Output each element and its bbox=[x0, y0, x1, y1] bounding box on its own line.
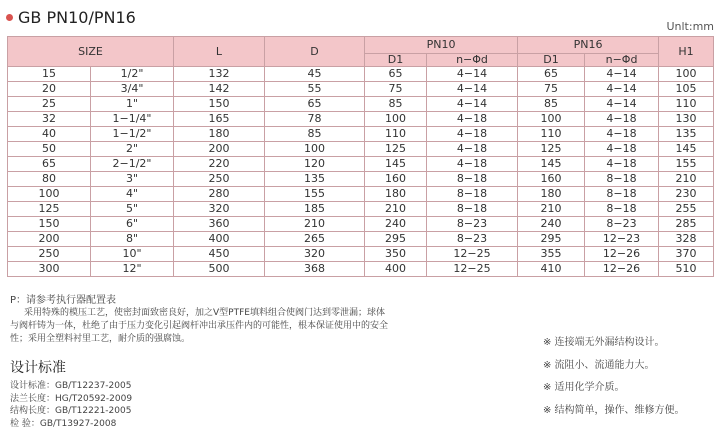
cell-diameter-d: 55 bbox=[265, 82, 365, 97]
spec-table-body bbox=[8, 67, 714, 277]
cell-pn10-d1: 400 bbox=[365, 262, 427, 277]
cell-dn: 15 bbox=[8, 67, 91, 82]
table-row bbox=[8, 187, 714, 202]
cell-pn16-d1: 355 bbox=[518, 247, 585, 262]
cell-dn: 50 bbox=[8, 142, 91, 157]
cell-height-h1: 255 bbox=[659, 202, 714, 217]
description-text: 采用特殊的模压工艺，使密封面致密良好，加之V型PTFE填料组合使阀门达到零泄漏；球体与阀杆铸为一体，杜绝了由于压力变化引起阀杆冲出承压件内的可能性，根本保证使用中的安全性；采用全塑料衬里工艺，耐介质的强腐蚀。 bbox=[10, 308, 389, 344]
table-row bbox=[8, 157, 714, 172]
spec-table bbox=[7, 36, 714, 277]
cell-diameter-d: 135 bbox=[265, 172, 365, 187]
cell-pn10-n-phi-d: 4−18 bbox=[427, 112, 518, 127]
cell-pn10-n-phi-d: 8−18 bbox=[427, 202, 518, 217]
cell-height-h1: 145 bbox=[659, 142, 714, 157]
description-paragraph bbox=[10, 307, 390, 346]
cell-pn10-d1: 350 bbox=[365, 247, 427, 262]
cell-diameter-d: 265 bbox=[265, 232, 365, 247]
cell-length-l: 250 bbox=[174, 172, 265, 187]
cell-pn10-n-phi-d: 8−18 bbox=[427, 187, 518, 202]
cell-length-l: 132 bbox=[174, 67, 265, 82]
cell-inch-size: 5" bbox=[91, 202, 174, 217]
cell-dn: 125 bbox=[8, 202, 91, 217]
actuator-note: P：请参考执行器配置表 bbox=[10, 295, 117, 306]
cell-pn16-n-phi-d: 8−18 bbox=[585, 202, 659, 217]
header-h1: H1 bbox=[659, 37, 714, 67]
cell-pn10-n-phi-d: 4−14 bbox=[427, 97, 518, 112]
cell-height-h1: 105 bbox=[659, 82, 714, 97]
standards-heading: 设计标准 bbox=[10, 360, 66, 376]
cell-height-h1: 510 bbox=[659, 262, 714, 277]
cell-diameter-d: 65 bbox=[265, 97, 365, 112]
cell-pn16-d1: 85 bbox=[518, 97, 585, 112]
table-row bbox=[8, 172, 714, 187]
header-pn10-n-phi-d: n−Φd bbox=[427, 54, 518, 67]
cell-length-l: 400 bbox=[174, 232, 265, 247]
standard-item: 结构长度：GB/T12221-2005 bbox=[10, 406, 132, 416]
cell-pn16-n-phi-d: 12−23 bbox=[585, 232, 659, 247]
feature-item: ※ 适用化学介质。 bbox=[543, 382, 625, 393]
cell-pn10-n-phi-d: 12−25 bbox=[427, 247, 518, 262]
cell-pn16-d1: 125 bbox=[518, 142, 585, 157]
cell-inch-size: 2" bbox=[91, 142, 174, 157]
page-title: GB PN10/PN16 bbox=[18, 7, 136, 27]
cell-pn16-d1: 110 bbox=[518, 127, 585, 142]
cell-length-l: 500 bbox=[174, 262, 265, 277]
table-row bbox=[8, 127, 714, 142]
header-pn16: PN16 bbox=[518, 37, 659, 54]
cell-pn16-n-phi-d: 4−14 bbox=[585, 82, 659, 97]
cell-pn16-d1: 210 bbox=[518, 202, 585, 217]
header-pn16-n-phi-d: n−Φd bbox=[585, 54, 659, 67]
cell-length-l: 150 bbox=[174, 97, 265, 112]
table-row bbox=[8, 112, 714, 127]
cell-dn: 20 bbox=[8, 82, 91, 97]
table-row bbox=[8, 262, 714, 277]
cell-pn16-n-phi-d: 4−18 bbox=[585, 127, 659, 142]
cell-pn10-d1: 110 bbox=[365, 127, 427, 142]
cell-height-h1: 210 bbox=[659, 172, 714, 187]
cell-inch-size: 10" bbox=[91, 247, 174, 262]
standard-item: 设计标准：GB/T12237-2005 bbox=[10, 381, 132, 391]
table-row bbox=[8, 142, 714, 157]
cell-dn: 300 bbox=[8, 262, 91, 277]
cell-height-h1: 230 bbox=[659, 187, 714, 202]
cell-inch-size: 6" bbox=[91, 217, 174, 232]
bullet-dot-icon bbox=[6, 14, 13, 21]
cell-height-h1: 155 bbox=[659, 157, 714, 172]
cell-diameter-d: 78 bbox=[265, 112, 365, 127]
cell-length-l: 360 bbox=[174, 217, 265, 232]
cell-inch-size: 1−1/2" bbox=[91, 127, 174, 142]
cell-length-l: 280 bbox=[174, 187, 265, 202]
cell-diameter-d: 155 bbox=[265, 187, 365, 202]
table-row bbox=[8, 67, 714, 82]
cell-pn10-d1: 65 bbox=[365, 67, 427, 82]
cell-pn10-d1: 180 bbox=[365, 187, 427, 202]
cell-pn16-n-phi-d: 8−18 bbox=[585, 172, 659, 187]
cell-diameter-d: 120 bbox=[265, 157, 365, 172]
cell-dn: 100 bbox=[8, 187, 91, 202]
cell-dn: 250 bbox=[8, 247, 91, 262]
cell-height-h1: 100 bbox=[659, 67, 714, 82]
cell-pn10-d1: 85 bbox=[365, 97, 427, 112]
cell-pn16-d1: 240 bbox=[518, 217, 585, 232]
cell-pn16-d1: 65 bbox=[518, 67, 585, 82]
cell-height-h1: 110 bbox=[659, 97, 714, 112]
table-row bbox=[8, 232, 714, 247]
cell-pn16-n-phi-d: 8−23 bbox=[585, 217, 659, 232]
cell-pn16-n-phi-d: 4−14 bbox=[585, 97, 659, 112]
header-d: D bbox=[265, 37, 365, 67]
cell-height-h1: 328 bbox=[659, 232, 714, 247]
cell-inch-size: 4" bbox=[91, 187, 174, 202]
cell-inch-size: 12" bbox=[91, 262, 174, 277]
cell-height-h1: 135 bbox=[659, 127, 714, 142]
cell-pn16-n-phi-d: 4−18 bbox=[585, 112, 659, 127]
cell-height-h1: 370 bbox=[659, 247, 714, 262]
cell-diameter-d: 368 bbox=[265, 262, 365, 277]
cell-diameter-d: 320 bbox=[265, 247, 365, 262]
cell-pn10-n-phi-d: 4−14 bbox=[427, 82, 518, 97]
unit-label: Unlt:mm bbox=[666, 20, 714, 33]
cell-length-l: 320 bbox=[174, 202, 265, 217]
cell-length-l: 165 bbox=[174, 112, 265, 127]
cell-inch-size: 1" bbox=[91, 97, 174, 112]
cell-dn: 65 bbox=[8, 157, 91, 172]
cell-pn10-n-phi-d: 4−18 bbox=[427, 157, 518, 172]
table-row bbox=[8, 82, 714, 97]
cell-inch-size: 1/2" bbox=[91, 67, 174, 82]
cell-diameter-d: 185 bbox=[265, 202, 365, 217]
cell-pn16-d1: 160 bbox=[518, 172, 585, 187]
cell-dn: 25 bbox=[8, 97, 91, 112]
feature-item: ※ 流阻小、流通能力大。 bbox=[543, 359, 655, 371]
cell-inch-size: 2−1/2" bbox=[91, 157, 174, 172]
cell-pn10-n-phi-d: 4−18 bbox=[427, 142, 518, 157]
cell-pn10-d1: 160 bbox=[365, 172, 427, 187]
cell-pn10-n-phi-d: 8−23 bbox=[427, 232, 518, 247]
cell-inch-size: 3/4" bbox=[91, 82, 174, 97]
cell-pn16-d1: 75 bbox=[518, 82, 585, 97]
cell-pn10-d1: 210 bbox=[365, 202, 427, 217]
cell-inch-size: 3" bbox=[91, 172, 174, 187]
cell-pn16-d1: 295 bbox=[518, 232, 585, 247]
cell-length-l: 200 bbox=[174, 142, 265, 157]
cell-length-l: 450 bbox=[174, 247, 265, 262]
standard-item: 检 验：GB/T13927-2008 bbox=[10, 418, 117, 429]
cell-length-l: 220 bbox=[174, 157, 265, 172]
cell-height-h1: 285 bbox=[659, 217, 714, 232]
table-row bbox=[8, 97, 714, 112]
header-l: L bbox=[174, 37, 265, 67]
cell-dn: 40 bbox=[8, 127, 91, 142]
standards-list bbox=[10, 380, 132, 430]
cell-height-h1: 130 bbox=[659, 112, 714, 127]
header-size: SIZE bbox=[8, 37, 174, 67]
cell-pn10-n-phi-d: 8−23 bbox=[427, 217, 518, 232]
table-row bbox=[8, 202, 714, 217]
cell-pn10-n-phi-d: 4−14 bbox=[427, 67, 518, 82]
cell-dn: 150 bbox=[8, 217, 91, 232]
table-row bbox=[8, 217, 714, 232]
cell-pn16-d1: 180 bbox=[518, 187, 585, 202]
cell-dn: 80 bbox=[8, 172, 91, 187]
cell-length-l: 180 bbox=[174, 127, 265, 142]
cell-pn10-d1: 240 bbox=[365, 217, 427, 232]
cell-pn10-d1: 75 bbox=[365, 82, 427, 97]
cell-diameter-d: 210 bbox=[265, 217, 365, 232]
title-bar bbox=[6, 6, 136, 28]
cell-diameter-d: 45 bbox=[265, 67, 365, 82]
feature-item: ※ 结构简单，操作、维修方便。 bbox=[543, 404, 685, 416]
cell-pn16-n-phi-d: 4−18 bbox=[585, 157, 659, 172]
cell-diameter-d: 85 bbox=[265, 127, 365, 142]
cell-pn16-d1: 145 bbox=[518, 157, 585, 172]
cell-pn16-n-phi-d: 4−18 bbox=[585, 142, 659, 157]
cell-dn: 32 bbox=[8, 112, 91, 127]
cell-inch-size: 1−1/4" bbox=[91, 112, 174, 127]
cell-pn10-n-phi-d: 12−25 bbox=[427, 262, 518, 277]
header-pn10: PN10 bbox=[365, 37, 518, 54]
cell-pn10-d1: 100 bbox=[365, 112, 427, 127]
cell-pn16-n-phi-d: 12−26 bbox=[585, 247, 659, 262]
cell-pn10-d1: 125 bbox=[365, 142, 427, 157]
header-pn10-d1: D1 bbox=[365, 54, 427, 67]
cell-pn10-d1: 295 bbox=[365, 232, 427, 247]
cell-pn10-n-phi-d: 4−18 bbox=[427, 127, 518, 142]
cell-pn10-n-phi-d: 8−18 bbox=[427, 172, 518, 187]
header-pn16-d1: D1 bbox=[518, 54, 585, 67]
cell-pn16-n-phi-d: 4−14 bbox=[585, 67, 659, 82]
cell-pn10-d1: 145 bbox=[365, 157, 427, 172]
cell-pn16-n-phi-d: 12−26 bbox=[585, 262, 659, 277]
standard-item: 法兰长度：HG/T20592-2009 bbox=[10, 393, 133, 404]
cell-dn: 200 bbox=[8, 232, 91, 247]
cell-pn16-d1: 410 bbox=[518, 262, 585, 277]
cell-length-l: 142 bbox=[174, 82, 265, 97]
cell-pn16-d1: 100 bbox=[518, 112, 585, 127]
table-row bbox=[8, 247, 714, 262]
cell-diameter-d: 100 bbox=[265, 142, 365, 157]
feature-item: ※ 连接端无外漏结构设计。 bbox=[543, 337, 665, 348]
features-list bbox=[543, 336, 685, 426]
cell-inch-size: 8" bbox=[91, 232, 174, 247]
cell-pn16-n-phi-d: 8−18 bbox=[585, 187, 659, 202]
